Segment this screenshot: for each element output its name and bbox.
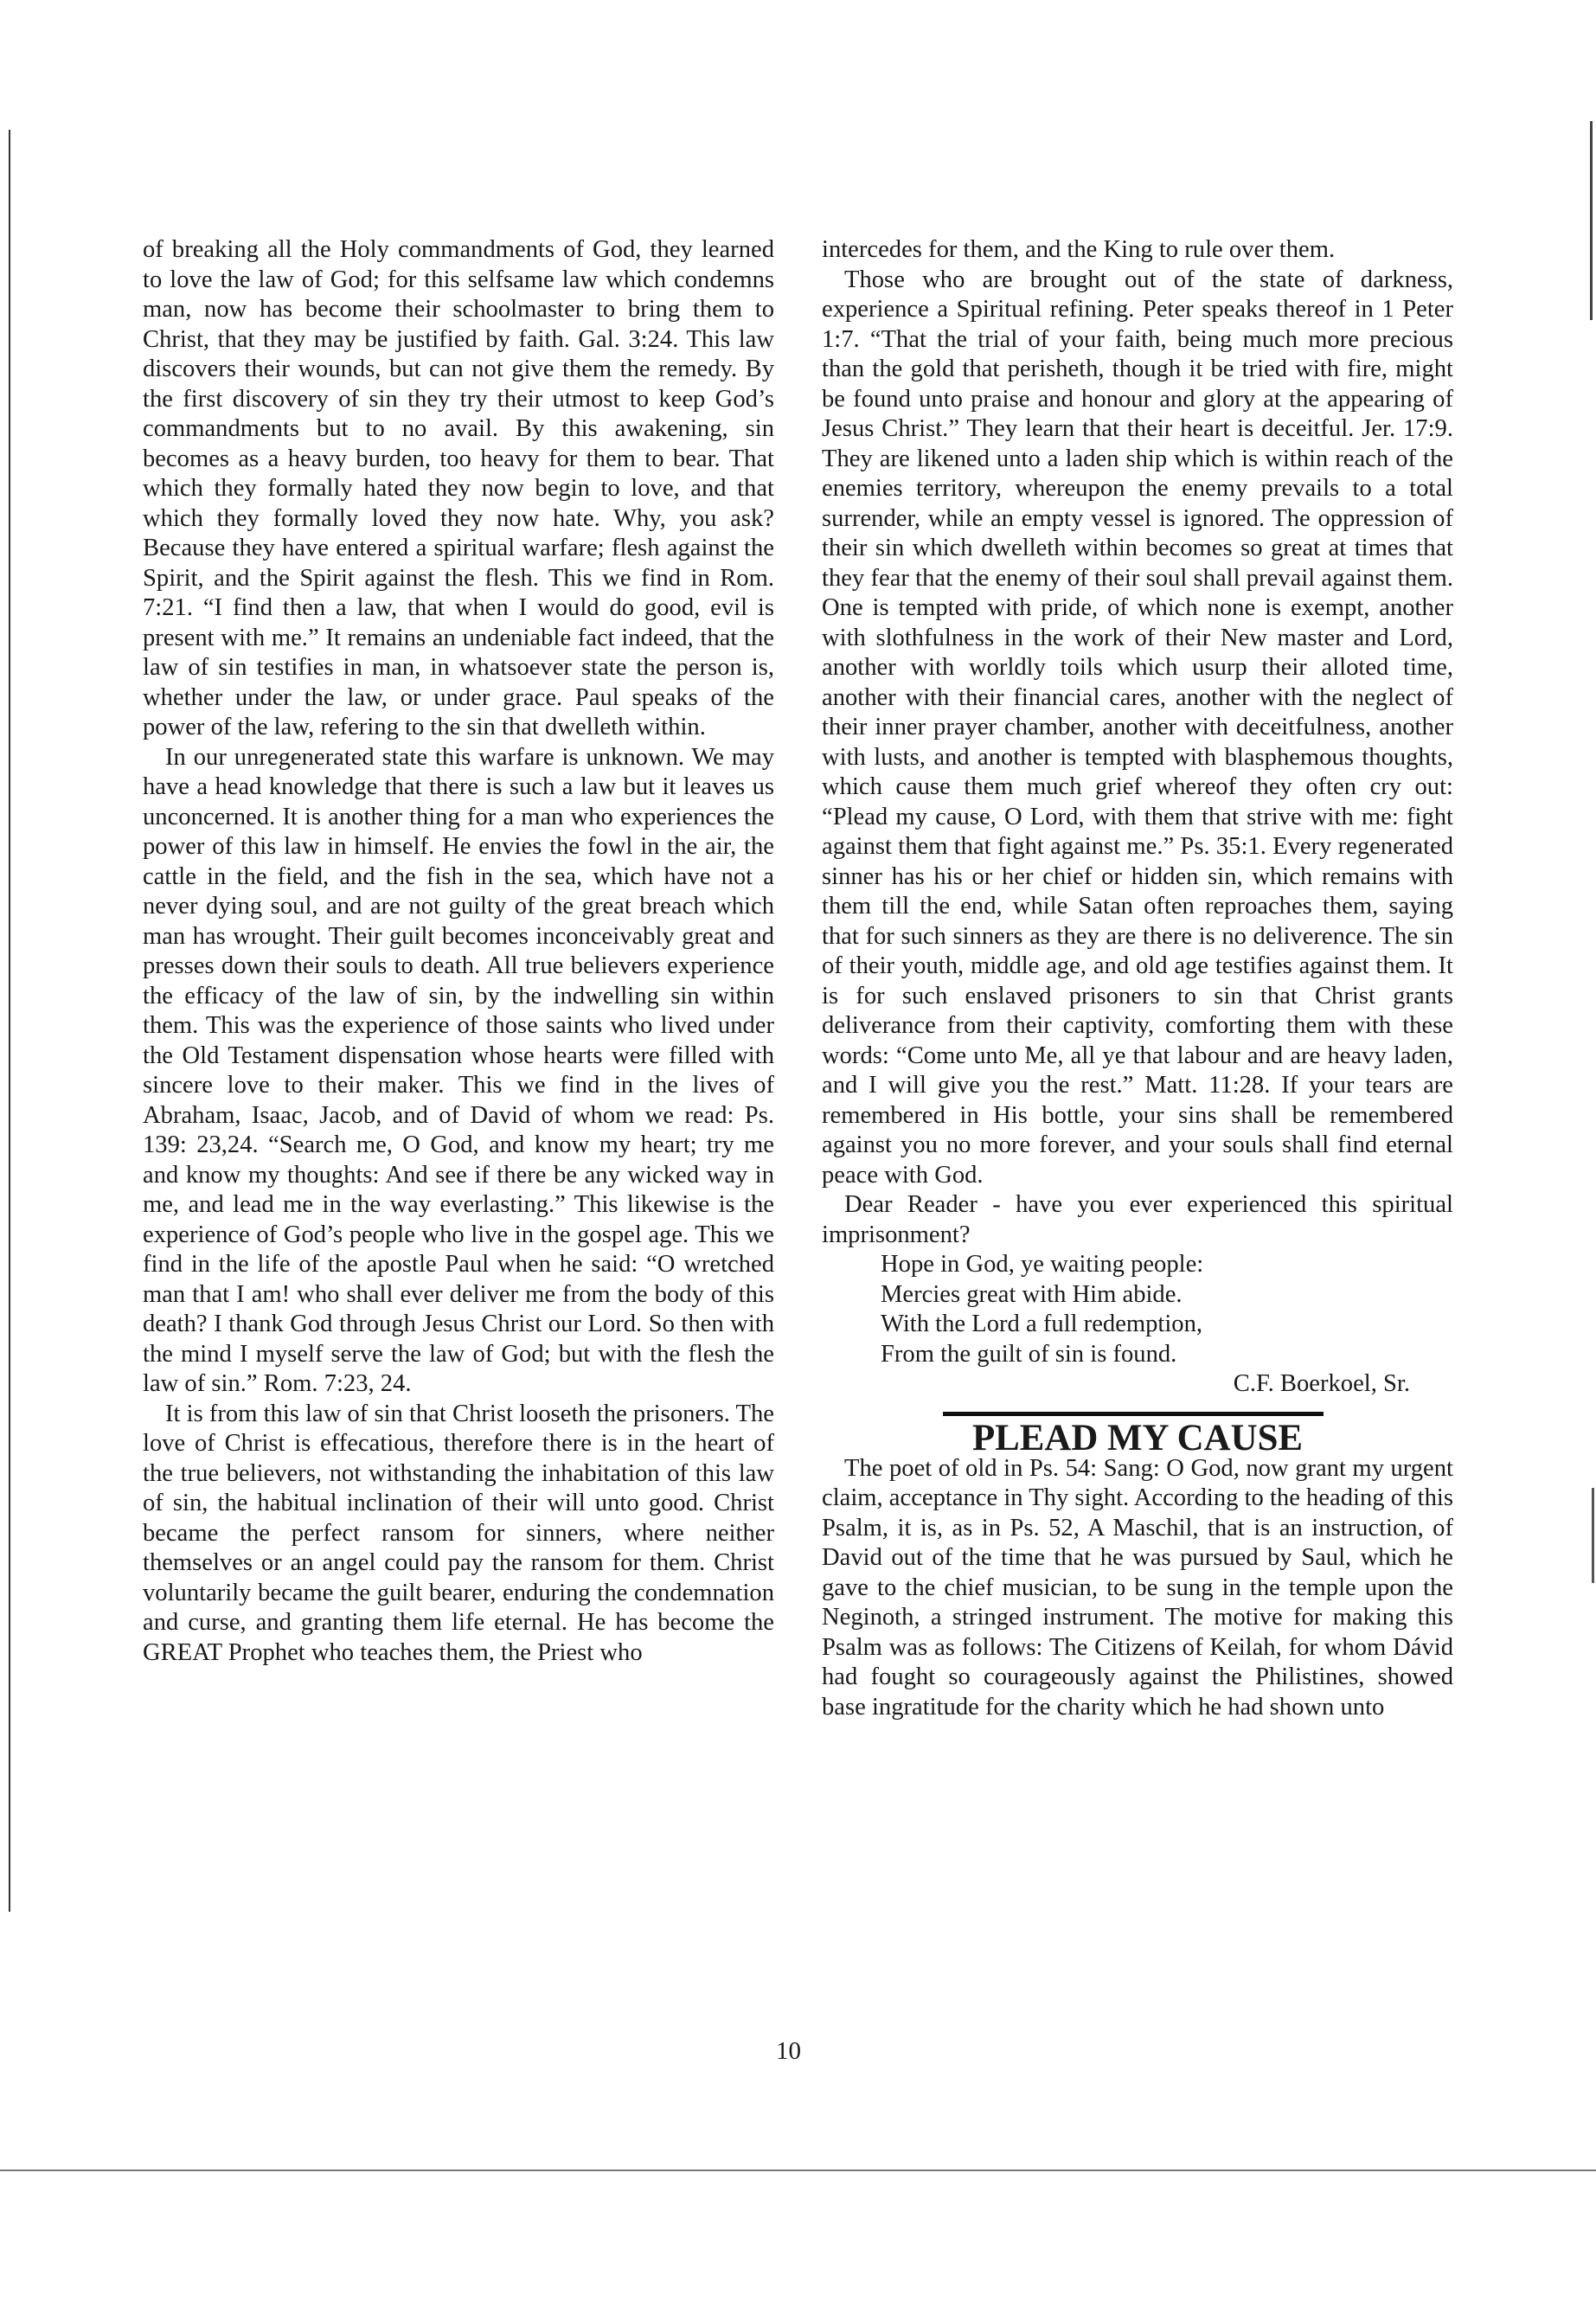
page-number: 10 — [776, 2037, 801, 2065]
author-signature: C.F. Boerkoel, Sr. — [1233, 1370, 1410, 1397]
left-column — [143, 235, 774, 1668]
paragraph: The poet of old in Ps. 54: Sang: O God, now grant my urgent claim, acceptance in Thy sight. According to the heading of this Psalm, it is, as in Ps. 52, A Maschil, that is an instruction, of David out of the time that he was pursued by Saul, which he gave to the chief musician, to be sung in the temple upon the Neginoth, a stringed instrument. The motive for making this Psalm was as follows: The Citizens of Keilah, for whom Dávid had fought so courageously against the Philistines, showed base ingratitude for the charity which he had shown unto — [822, 1454, 1453, 1721]
poem-line: From the guilt of sin is found. — [881, 1340, 1177, 1368]
scan-right-edge — [1590, 121, 1593, 320]
poem-line: Mercies great with Him abide. — [881, 1280, 1183, 1308]
scan-left-edge — [9, 130, 10, 1912]
paragraph: Those who are brought out of the state of darkness, experience a Spiritual refining. Peter speaks thereof in 1 Peter 1:7. “That the trial of your faith, being much more precious than the gold that perisheth, though it be tried with fire, might be found unto praise and honour and glory at the appearing of Jesus Christ.” They learn that their heart is deceitful. Jer. 17:9. They are likened unto a laden ship which is within reach of the enemies territory, whereupon the enemy prevails to a total surrender, while an empty vessel is ignored. The oppression of their sin which dwelleth within becomes so great at times that they fear that the enemy of their soul shall prevail against them. One is tempted with pride, of which none is exempt, another with slothfulness in the work of their New master and Lord, another with worldly toils which usurp their alloted time, another with their financial cares, another with the neglect of their inner prayer chamber, another with deceitfulness, another with lusts, and another is tempted with blasphemous thoughts, which cause them much grief whereof they often cry out: “Plead my cause, O Lord, with them that strive with me: fight against them that fight against me.” Ps. 35:1. Every regenerated sinner has his or her chief or hidden sin, which remains with them till the end, while Satan often reproaches them, saying that for such sinners as they are there is no deliverence. The sin of their youth, middle age, and old age testifies against them. It is for such enslaved prisoners to sin that Christ grants deliverance from their captivity, comforting them with these words: “Come unto Me, all ye that labour and are heavy laden, and I will give you the rest.” Matt. 11:28. If your tears are remembered in His bottle, your sins shall be remembered against you no more forever, and your souls shall find eternal peace with God. — [822, 266, 1453, 1189]
paragraph: Dear Reader - have you ever experienced this spiritual imprisonment? — [822, 1191, 1453, 1248]
paragraph: intercedes for them, and the King to rule over them. — [822, 236, 1336, 263]
poem — [881, 1250, 1453, 1369]
section-divider — [943, 1412, 1324, 1416]
paragraph: In our unregenerated state this warfare is unknown. We may have a head knowledge that there is such a law but it leaves us unconcerned. It is another thing for a man who experiences the power of this law in himself. He envies the fowl in the air, the cattle in the field, and the fish in the sea, which have not a never dying soul, and are not guilty of the great breach which man has wrought. Their guilt becomes inconceivably great and presses down their souls to death. All true believers experience the efficacy of the law of sin, by the indwelling sin within them. This was the experience of those saints who lived under the Old Testament dispensation whose hearts were filled with sincere love to their maker. This we find in the lives of Abraham, Isaac, Jacob, and of David of whom we read: Ps. 139: 23,24. “Search me, O God, and know my heart; try me and know my thoughts: And see if there be any wicked way in me, and lead me in the way everlasting.” This likewise is the experience of God’s people who live in the gospel age. This we find in the life of the apostle Paul when he said: “O wretched man that I am! who shall ever deliver me from the body of this death? I thank God through Jesus Christ our Lord. So then with the mind I myself serve the law of God; but with the flesh the law of sin.” Rom. 7:23, 24. — [143, 743, 774, 1397]
right-column — [822, 235, 1453, 1722]
paragraph: of breaking all the Holy commandments of God, they learned to love the law of God; for this selfsame law which condemns man, now has become their schoolmaster to bring them to Christ, that they may be justified by faith. Gal. 3:24. This law discovers their wounds, but can not give them the remedy. By the first discovery of sin they try their utmost to keep God’s commandments but to no avail. By this awakening, sin becomes as a heavy burden, too heavy for them to bear. That which they formally hated they now begin to love, and that which they formally loved they now hate. Why, you ask? Because they have entered a spiritual warfare; flesh against the Spirit, and the Spirit against the flesh. This we find in Rom. 7:21. “I find then a law, that when I would do good, evil is present with me.” It remains an undeniable fact indeed, that the law of sin testifies in man, in whatsoever state the person is, whether under the law, or under grace. Paul speaks of the power of the law, refering to the sin that dwelleth within. — [143, 236, 774, 740]
poem-line: With the Lord a full redemption, — [881, 1311, 1203, 1337]
scan-right-edge-lower — [1592, 1488, 1594, 1583]
scan-bottom-edge — [0, 2170, 1596, 2171]
paragraph: It is from this law of sin that Christ looseth the prisoners. The love of Christ is effecatious, therefore there is in the heart of the true believers, not withstanding the inhabitation of this law of sin, the habitual inclination of their will unto good. Christ became the perfect ransom for sinners, where neither themselves or an angel could pay the ransom for them. Christ voluntarily became the guilt bearer, enduring the condemnation and curse, and granting them life eternal. He has become the GREAT Prophet who teaches them, the Priest who — [143, 1400, 774, 1666]
poem-line: Hope in God, ye waiting people: — [881, 1251, 1204, 1278]
section-heading: PLEAD MY CAUSE — [971, 1417, 1304, 1458]
